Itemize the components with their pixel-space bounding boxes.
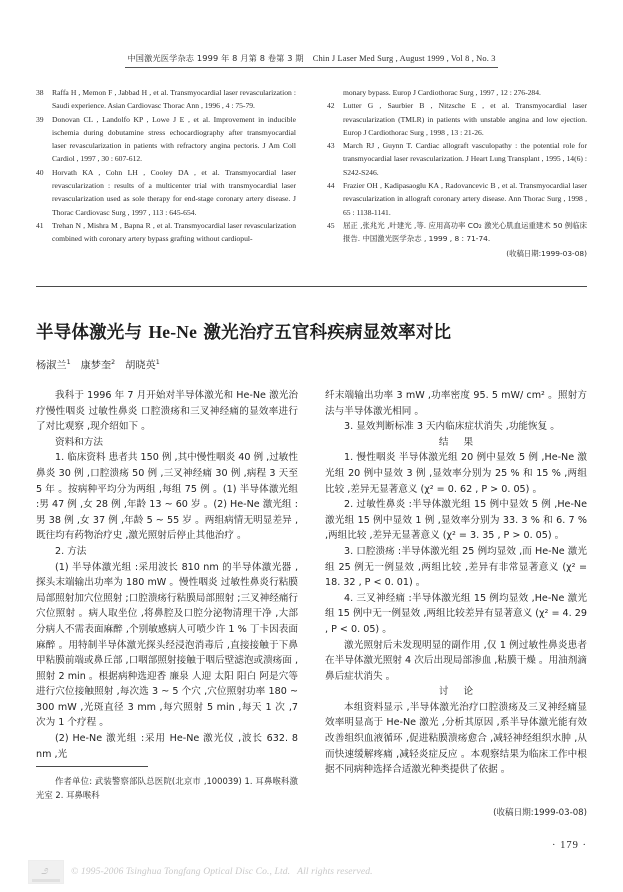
reference-number: 40 [36,167,44,177]
method-hene-continuation: 纤末端输出功率 3 mW ,功率密度 95. 5 mW/ cm² 。照射方法与半导体激光相同 。 [325,390,587,417]
article-title-latin: He-Ne [148,321,198,342]
references-block [36,86,587,282]
author-name: 杨淑兰 [36,360,67,372]
author-affiliation-marker: 1 [66,359,71,366]
reference-text: Donovan CL , Landolfo KP , Lowe J E , et al. Improvement in inducible ischemia during dobutamine stress echocardiography after transmyocardial laser revascularization in patients with refractory angina pectoris. J Am Coll Cardiol , 1997 , 30 : 607-612. [52,114,296,164]
article-title [36,320,587,345]
running-head-english: Chin J Laser Med Surg , August 1999 , Vol 8 , No. 3 [312,54,496,63]
reference-number: 44 [327,181,335,191]
reference-text: March RJ , Guynn T. Cardiac allograft vasculopathy : the potential role for transmyocardial laser revascularization. J Heart Lung Transplant , 1995 , 14(6) : S242-S246. [343,141,587,177]
reference-text: 屈正 ,张兆光 ,叶建光 ,等. 应用高功率 CO₂ 激光心肌血运重建术 50 例临床报告. 中国激光医学杂志 , 1999 , 8 : 71-74. [343,220,587,244]
section-heading-results: 结 果 [438,436,480,448]
section-heading-discussion: 讨 论 [438,686,480,698]
reference-number: 38 [36,88,44,97]
reference-continuation [327,86,587,99]
reference-text: Lutter G , Saurbier B , Nitzsche E , et al. Transmyocardial laser revascularization (TMLR) in patients with unstable angina and low ejection. Europ J Cardiothorac Surg , 1998 , 13 : 21-26. [343,101,587,137]
cnki-logo-icon [28,860,64,884]
reference-item [36,166,296,219]
reference-number: 43 [327,141,335,151]
author-affiliation-marker: 2 [111,359,116,366]
reference-text: Trehan N , Mishra M , Bapna R , et al. Transmyocardial laser revascularization combined with coronary artery bypass grafting without cardiopul- [52,220,296,244]
result-allergic-rhinitis: 2. 过敏性鼻炎 :半导体激光组 15 例中显效 5 例 ,He-Ne 激光组 15 例中显效 1 例 ,显效率分别为 33. 3 % 和 6. 7 % ,两组比较 ,差异无显著意义 (χ² = 3. 35 , P > 0. 05) 。 [325,499,587,542]
reference-number: 42 [327,101,335,111]
reference-number: 41 [36,220,44,230]
clinical-data-paragraph: 1. 临床资料 患者共 150 例 ,其中慢性咽炎 40 例 ,过敏性鼻炎 30 例 ,口腔溃疡 50 例 ,三叉神经痛 30 例 ,病程 3 天至 5 年 。按病种平均分为两组 ,每组 75 例 。(1) 半导体激光组 :男 47 例 ,女 28 例 ,年龄 13 ~ 60 岁 。(2) He-Ne 激光组 :男 38 例 ,女 37 例 ,年龄 5 ~ 55 岁 。两组病情无明显差异 ,既往均有药物治疗史 ,激光照射后停止其他治疗 。 [36,452,298,542]
reference-text: Raffa H , Memon F , Jabbad H , et al. Transmyocardial laser revascularization : Saudi experience. Asian Cardiovasc Thorac Ann , 1996 , 4 : 75-79. [52,88,296,111]
article-body-right [325,388,587,778]
running-head-chinese: 中国激光医学杂志 1999 年 8 月第 8 卷第 3 期 [127,53,304,63]
article-received-date: (收稿日期:1999-03-08) [493,808,587,818]
reference-number: 45 [327,220,335,230]
running-head-inner [125,52,497,68]
article-intro: 我科于 1996 年 7 月开始对半导体激光和 He-Ne 激光治疗慢性咽炎 过敏性鼻炎 口腔溃疡和三叉神经痛的显效率进行了对比观察 ,现介绍如下 。 [36,390,298,433]
reference-text: monary bypass. Europ J Cardiothorac Surg , 1997 , 12 : 276-284. [343,88,541,97]
method-diode-laser-group: (1) 半导体激光组 :采用波长 810 nm 的半导体激光器 ,探头末端输出功率为 180 mW 。慢性咽炎 过敏性鼻炎行粘膜局部照射加穴位照射 ;口腔溃疡行粘膜局部照射 ;三叉神经痛行穴位照射 。病人取坐位 ,将鼻腔及口腔分泌物清理干净 ,大部分病人不需表面麻醉 ,个别敏感病人可喷少许 1 % 丁卡因表面麻醉 。用特制半导体激光探头经浸泡消毒后 ,直接接触于下鼻甲粘膜前端或鼻丘部 ,口咽部照射接触于咽后壁滤泡或溃疡面 ,照射 2 min 。根据病种选迎香 廉泉 人迎 太阳 阳白 阿是穴等进行穴位接触照射 ,每次选 3 ~ 5 个穴 ,穴位照射功率 180 ~ 300 mW ,光斑直径 3 mm ,每穴照射 5 min ,每天 1 次 ,7 次为 1 个疗程 。 [36,561,299,729]
copyright-text: © 1995-2006 Tsinghua Tongfang Optical Disc Co., Ltd. [71,866,291,877]
section-heading-materials: 资料和方法 [55,436,103,448]
side-effects-paragraph: 激光照射后未发现明显的副作用 ,仅 1 例过敏性鼻炎患者在半导体激光照射 4 次后出现局部渗血 ,粘膜干燥 。用油剂滴鼻后症状消失 。 [325,639,587,682]
cnki-logo-mark: ೨ [41,863,48,877]
reference-item [36,86,296,113]
article-authors [36,355,587,374]
references-received-date: (收稿日期:1999-03-08) [506,248,587,258]
article-body-left [36,388,298,762]
running-head [0,52,623,68]
method-hene-laser-group: (2) He-Ne 激光组 :采用 He-Ne 激光仪 ,波长 632. 8 nm ,光 [36,733,298,760]
copyright-notice [71,866,373,877]
reference-item [36,113,296,166]
result-chronic-pharyngitis: 1. 慢性咽炎 半导体激光组 20 例中显效 5 例 ,He-Ne 激光组 20 例中显效 3 例 ,显效率分别为 25 % 和 15 % ,两组比较 ,差异无显著意义 (χ² = 0. 62 , P > 0. 05) 。 [325,452,587,495]
author-affiliation-marker: 1 [155,359,160,366]
reference-item [327,139,587,179]
article-title-part1: 半导体激光与 [36,322,149,343]
author-name: 康梦奎 [80,360,112,372]
footnote-divider [36,766,148,767]
section-divider-top [36,286,587,287]
result-oral-ulcer: 3. 口腔溃疡 :半导体激光组 25 例均显效 ,而 He-Ne 激光组 25 例无一例显效 ,两组比较 ,差异有非常显著意义 (χ² = 18. 32 , P < 0. 01) 。 [325,545,587,589]
efficacy-criteria: 3. 显效判断标准 3 天内临床症状消失 ,功能恢复 。 [344,421,560,433]
references-column-right [327,86,587,260]
article-title-part2: 激光治疗五官科疾病显效率对比 [197,322,452,343]
reference-item [327,99,587,139]
page-number: · 179 · [552,840,587,851]
author-name: 胡晓英 [125,360,156,372]
discussion-paragraph: 本组资料显示 ,半导体激光治疗口腔溃疡及三叉神经痛显效率明显高于 He-Ne 激光 ,分析其原因 ,系半导体激光能有效改善组织血液循环 ,促进粘膜溃疡愈合 ,减轻神经组织水肿 ,从而快速缓解疼痛 ,减轻炎症反应 。本观察结果为临床工作中根据不同病种选择合适激光种类提供了依据 。 [325,701,587,776]
reference-text: Frazier OH , Kadipasaoglu KA , Radovancevic B , et al. Transmyocardial laser revascularization in allograft coronary artery disease. Ann Thorac Surg , 1998 , 65 : 1138-1141. [343,181,587,217]
reference-text: Horvath KA , Cohn LH , Cooley DA , et al. Transmyocardial laser revascularization : results of a multicenter trial with transmyocardial laser revascularization used as sole therapy for end-stage coronary artery disease. J Thorac Cardiovasc Surg , 1997 , 113 : 645-654. [52,167,296,217]
result-trigeminal-neuralgia: 4. 三叉神经痛 :半导体激光组 15 例均显效 ,He-Ne 激光组 15 例中无一例显效 ,两组比较差异有显著意义 (χ² = 4. 29 , P < 0. 05) 。 [325,592,587,635]
section-heading-methods: 2. 方法 [55,545,87,557]
references-column-left [36,86,296,246]
reference-number: 39 [36,114,44,124]
reference-item [36,219,296,246]
reference-item [327,179,587,219]
reference-item [327,219,587,246]
author-affiliation-footnote: 作者单位: 武装警察部队总医院(北京市 ,100039) 1. 耳鼻喉科激光室 2. 耳鼻喉科 [36,776,298,800]
rights-text: All rights reserved. [297,866,373,877]
cnki-logo-underbar [32,879,60,882]
